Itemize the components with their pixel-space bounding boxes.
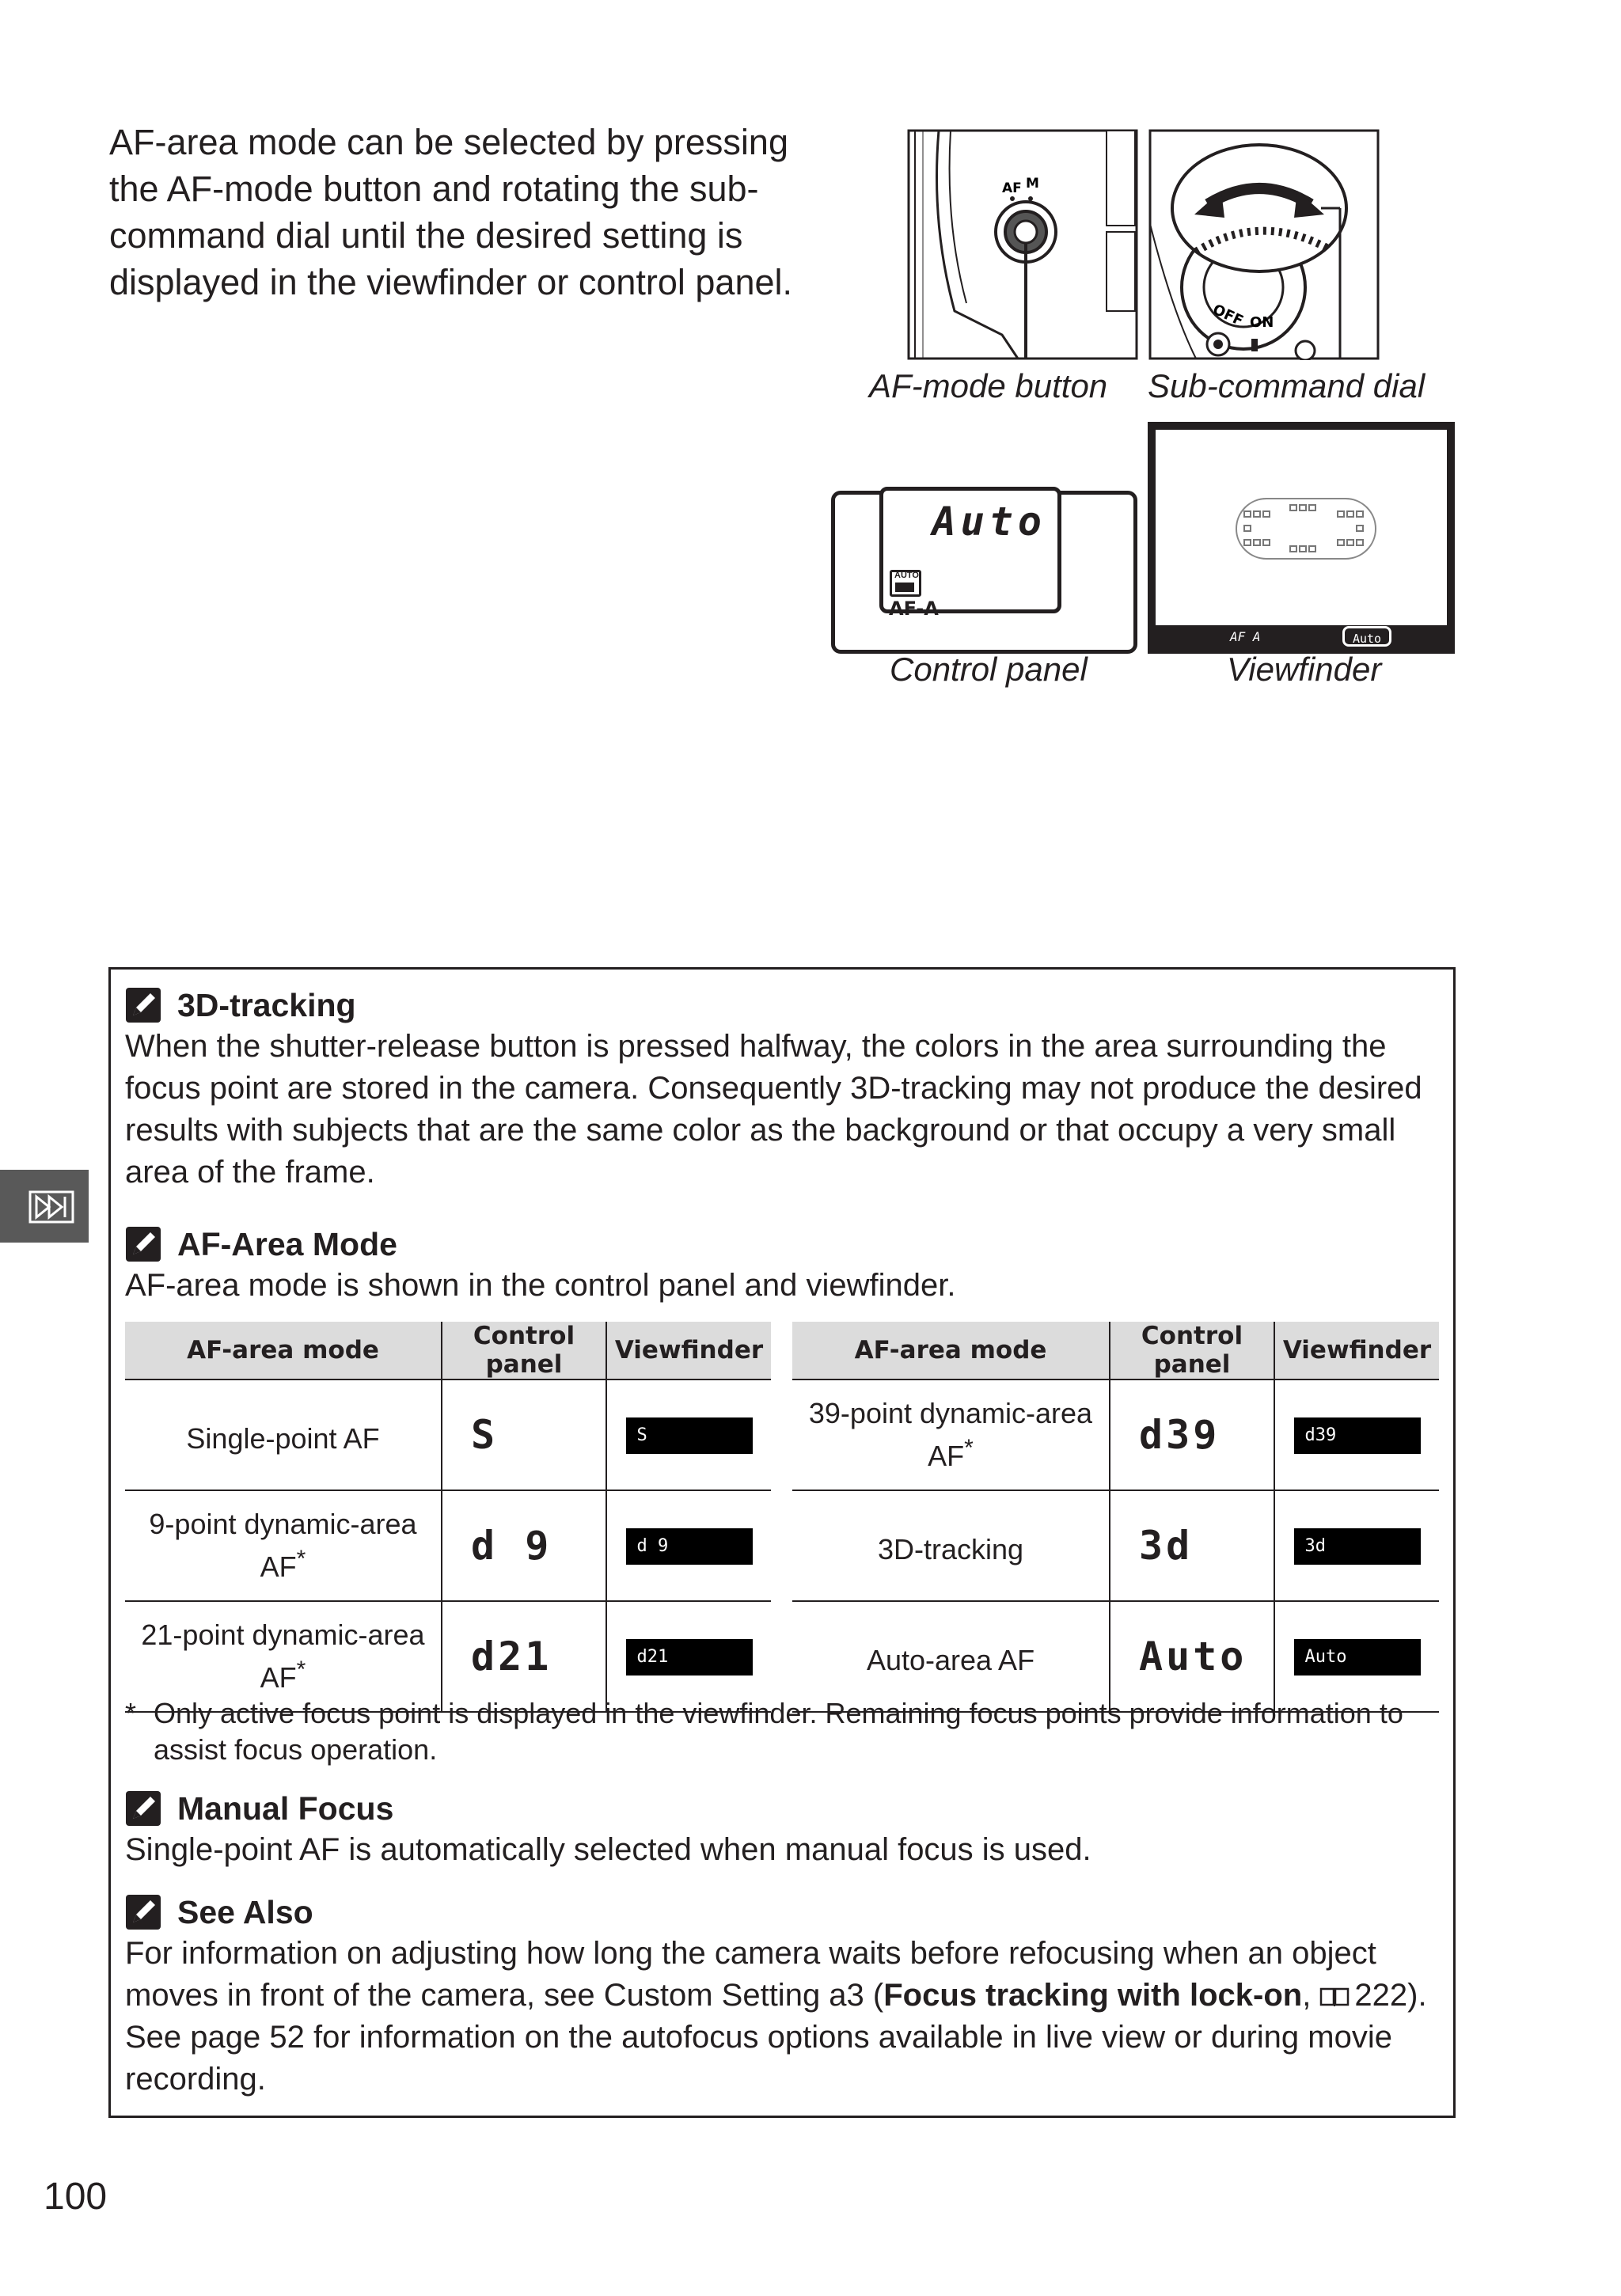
af-mode-button-illustration bbox=[907, 129, 1138, 360]
note-title: AF-Area Mode bbox=[177, 1226, 397, 1262]
mode-name: 9-point dynamic-area AF bbox=[149, 1508, 417, 1583]
control-panel-lcd-window bbox=[879, 487, 1061, 613]
shooting-mode-icon bbox=[28, 1190, 74, 1224]
note-af-area-mode bbox=[125, 1224, 1439, 1307]
header-af-area-mode: AF-area mode bbox=[125, 1322, 442, 1379]
control-panel-display: d39 bbox=[1110, 1379, 1274, 1490]
mode-name: 39-point dynamic-area AF bbox=[808, 1397, 1093, 1472]
footnote-text: Only active focus point is displayed in the viewfinder. Remaining focus points provide information to assist focus operation. bbox=[154, 1697, 1403, 1766]
viewfinder-display: d39 bbox=[1294, 1417, 1421, 1454]
viewfinder-caption: Viewfinder bbox=[1227, 651, 1382, 688]
viewfinder-cell bbox=[1274, 1379, 1439, 1490]
auto-af-badge-icon bbox=[890, 570, 921, 597]
header-control-panel: Control panel bbox=[442, 1322, 606, 1379]
note-manual-focus bbox=[125, 1788, 1439, 1871]
viewfinder-af-label: AF A bbox=[1230, 629, 1261, 644]
control-panel-caption: Control panel bbox=[890, 651, 1088, 688]
af-mode-button-caption: AF-mode button bbox=[869, 367, 1108, 404]
viewfinder-display: d 9 bbox=[626, 1528, 753, 1565]
book-icon bbox=[1319, 1986, 1350, 2008]
note-see-also bbox=[125, 1892, 1439, 2101]
mode-cell bbox=[792, 1490, 1110, 1601]
note-title: 3D-tracking bbox=[177, 987, 356, 1023]
table-footnote bbox=[125, 1695, 1439, 1768]
pencil-icon bbox=[125, 1226, 161, 1262]
control-panel-display: 3d bbox=[1110, 1490, 1274, 1601]
pencil-icon bbox=[125, 1790, 161, 1827]
table-row bbox=[792, 1490, 1439, 1601]
note-body: When the shutter-release button is pressed halfway, the colors in the area surrounding the focus point are stored in the camera. Consequently 3D-tracking may not produce the desired results with subjects that are the same color as the background or that occupy a very small area of the frame. bbox=[125, 1029, 1422, 1190]
sub-command-dial-caption: Sub-command dial bbox=[1148, 367, 1425, 404]
note-body bbox=[125, 1933, 1439, 2101]
af-label-text: AF bbox=[1002, 180, 1022, 196]
auto-badge-text: AUTO bbox=[894, 571, 919, 580]
viewfinder-display: Auto bbox=[1294, 1639, 1421, 1676]
auto-badge-block bbox=[895, 583, 914, 592]
control-panel-illustration bbox=[831, 491, 1137, 654]
control-panel-af-label: AF-A bbox=[889, 598, 939, 620]
control-panel-display: d 9 bbox=[442, 1490, 606, 1601]
table-row bbox=[792, 1379, 1439, 1490]
viewfinder-cell bbox=[606, 1490, 771, 1601]
viewfinder-cell bbox=[606, 1379, 771, 1490]
control-panel-display: S bbox=[442, 1379, 606, 1490]
note-title: Manual Focus bbox=[177, 1790, 394, 1827]
focus-points-icon bbox=[1235, 497, 1377, 560]
see-also-text: , bbox=[1302, 1978, 1320, 2013]
control-panel-display: Auto bbox=[1110, 1601, 1274, 1712]
see-also-text: For information on adjusting how long the camera waits before refocusing when an object moves in front of the camera, see Custom Setting a3 ( bbox=[125, 1936, 1376, 2013]
af-area-table-left bbox=[125, 1322, 771, 1713]
viewfinder-display: 3d bbox=[1294, 1528, 1421, 1565]
pencil-icon bbox=[125, 1894, 161, 1930]
footnote-mark: * bbox=[296, 1657, 306, 1683]
control-panel-lcd-text: Auto bbox=[932, 499, 1046, 545]
page-number: 100 bbox=[44, 2176, 108, 2218]
on-label-text: ON bbox=[1250, 314, 1274, 331]
note-title: See Also bbox=[177, 1894, 313, 1930]
header-control-panel: Control panel bbox=[1110, 1322, 1274, 1379]
pencil-icon bbox=[125, 987, 161, 1023]
off-label-text: OFF bbox=[1209, 301, 1246, 330]
header-af-area-mode: AF-area mode bbox=[792, 1322, 1110, 1379]
header-viewfinder: Viewfinder bbox=[1274, 1322, 1439, 1379]
table-row bbox=[125, 1379, 771, 1490]
mode-name: 21-point dynamic-area AF bbox=[141, 1619, 425, 1694]
m-label-text: M bbox=[1026, 176, 1039, 192]
viewfinder-cell bbox=[1274, 1490, 1439, 1601]
footnote-mark: * bbox=[964, 1435, 974, 1461]
af-area-table-right bbox=[792, 1322, 1439, 1713]
note-body: AF-area mode is shown in the control panel and viewfinder. bbox=[125, 1268, 956, 1303]
control-panel-display: d21 bbox=[442, 1601, 606, 1712]
chapter-tab bbox=[0, 1170, 89, 1243]
table-row bbox=[125, 1490, 771, 1601]
footnote-mark: * bbox=[296, 1546, 306, 1572]
note-3d-tracking bbox=[125, 985, 1439, 1194]
note-body: Single-point AF is automatically selected when manual focus is used. bbox=[125, 1832, 1091, 1867]
viewfinder-auto-indicator: Auto bbox=[1342, 626, 1391, 647]
viewfinder-display: S bbox=[626, 1417, 753, 1454]
mode-cell bbox=[125, 1490, 442, 1601]
mode-cell bbox=[125, 1379, 442, 1490]
mode-name: Auto-area AF bbox=[866, 1644, 1035, 1676]
page-reference-link[interactable]: 222 bbox=[1354, 1978, 1408, 2013]
footnote-mark: * bbox=[125, 1697, 137, 1729]
viewfinder-frame bbox=[1156, 430, 1447, 625]
mode-name: 3D-tracking bbox=[877, 1533, 1024, 1565]
custom-setting-name: Focus tracking with lock-on bbox=[883, 1978, 1303, 2013]
mode-name: Single-point AF bbox=[186, 1422, 380, 1455]
header-viewfinder: Viewfinder bbox=[606, 1322, 771, 1379]
mode-cell bbox=[792, 1379, 1110, 1490]
intro-paragraph: AF-area mode can be selected by pressing the AF-mode button and rotating the sub-command dial until the desired setting is displayed in the viewfinder or control panel. bbox=[109, 122, 792, 302]
viewfinder-display: d21 bbox=[626, 1639, 753, 1676]
see-also-text: ). See page 52 for information on the autofocus options available in live view or during movie recording. bbox=[125, 1978, 1427, 2097]
sub-command-dial-illustration bbox=[1148, 129, 1380, 360]
viewfinder-illustration bbox=[1148, 422, 1455, 654]
